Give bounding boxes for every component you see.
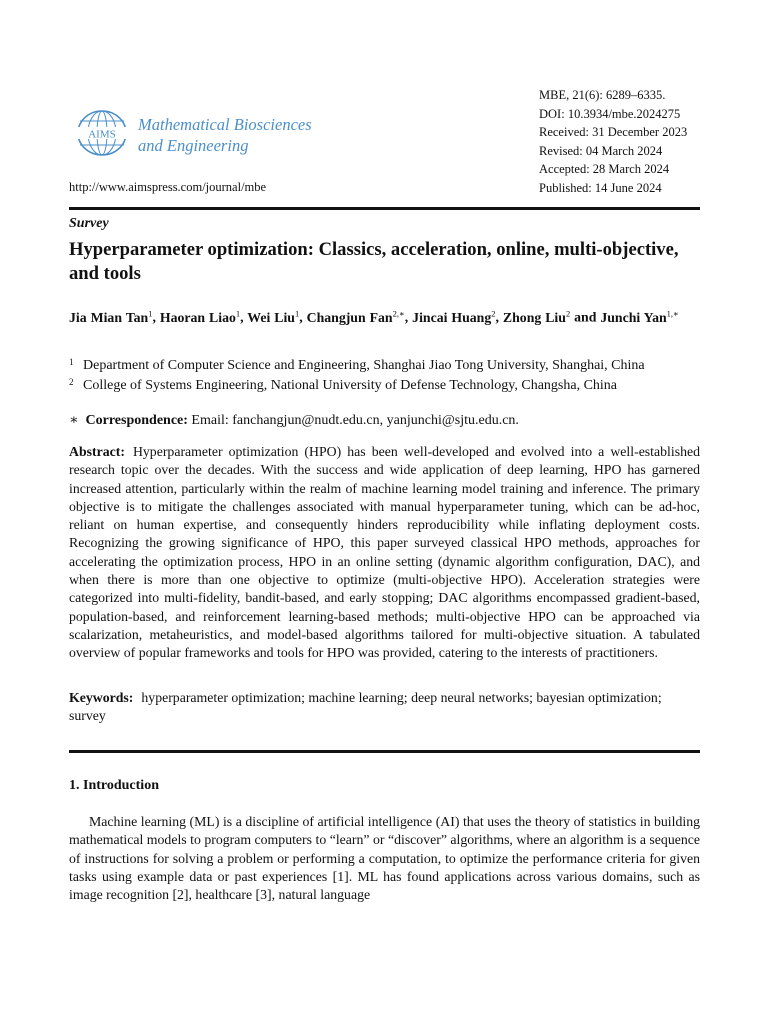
correspondence-emails[interactable]: Email: fanchangjun@nudt.edu.cn, yanjunchi@sjtu.edu.cn. — [191, 413, 519, 428]
journal-url-link[interactable]: http://www.aimspress.com/journal/mbe — [69, 180, 267, 194]
author-affiliation-marker: 2 — [491, 308, 496, 318]
abstract — [69, 443, 700, 663]
journal-logo — [76, 108, 336, 158]
correspondence: ∗ Correspondence: Email: fanchangjun@nudt.edu.cn, yanjunchi@sjtu.edu.cn. — [69, 413, 519, 428]
abstract-rule — [69, 750, 700, 753]
doi[interactable]: DOI: 10.3934/mbe.2024275 — [539, 106, 681, 121]
author-affiliation-marker: 1 — [294, 308, 300, 318]
author-name: Changjun Fan$^{2,∗}$ — [306, 308, 405, 325]
abstract-text: Hyperparameter optimization (HPO) has been well-developed and evolved into a well-established research topic over the decades. With the success and wide application of deep learning, HPO has garnered increased attention, particularly within the realm of machine learning model training and inference. The primary objective is to mitigate the challenges associated with manual hyperparameter tuning, which can be ad-hoc, reliant on human expertise, and consequently hinders reproducibility while inflating deployment costs. Recognizing the growing significance of HPO, this paper surveyed classical HPO methods, approaches for accelerating the optimization process, HPO in an online setting (dynamic algorithm configuration, DAC), and when there is more than one objective to optimize (multi-objective HPO). Acceleration strategies were categorized into multi-fidelity, bandit-based, and early stopping; DAC algorithms encompassed gradient-based, population-based, and reinforcement learning-based methods; multi-objective HPO can be approached via scalarization, metaheuristics, and model-based algorithms tailored for multi-objective situation. A tabulated overview of popular frameworks and tools for HPO was provided, catering to the interests of practitioners. — [69, 444, 700, 661]
affiliation-2: 2 College of Systems Engineering, National University of Defense Technology, Changsha, China — [69, 377, 618, 393]
author-affiliation-marker: 1,∗ — [666, 308, 679, 318]
citation: MBE, 21(6): 6289–6335. — [539, 88, 666, 102]
section-heading-introduction: 1. Introduction — [69, 778, 159, 793]
published-date: Published: 14 June 2024 — [539, 180, 662, 195]
article-type: Survey — [69, 216, 109, 231]
author-affiliation-marker: 1 — [148, 308, 153, 318]
affiliation-1: 1 Department of Computer Science and Engineering, Shanghai Jiao Tong University, Shanghai, China — [69, 357, 645, 373]
revised-date: Revised: 04 March 2024 — [539, 143, 663, 158]
header-rule — [69, 207, 700, 210]
author-name: Jincai Huang$^2$ — [412, 308, 496, 325]
keywords — [69, 689, 700, 726]
author-list: Jia Mian Tan$^1$, Haoran Liao$^1$, Wei Liu$^1$, Changjun Fan$^{2,∗}$, Jincai Huang$^2$, Zhong Liu$^2$ and Junchi Yan$^{1,∗}$ — [69, 308, 679, 325]
logo-text: AIMS — [88, 128, 116, 141]
author-affiliation-marker: 2 — [565, 308, 571, 318]
author-name: Zhong Liu$^2$ — [502, 308, 571, 325]
accepted-date: Accepted: 28 March 2024 — [539, 162, 670, 177]
journal-name: Mathematical Biosciences and Engineering — [138, 115, 312, 155]
keywords-text: hyperparameter optimization; machine learning; deep neural networks; bayesian optimization; survey — [69, 690, 662, 724]
author-name: Junchi Yan$^{1,∗}$ — [600, 308, 679, 325]
author-name: Wei Liu$^1$ — [247, 308, 300, 325]
author-name: Jia Mian Tan$^1$ — [69, 308, 153, 325]
received-date: Received: 31 December 2023 — [539, 125, 688, 140]
keywords-label: Keywords: — [69, 690, 134, 705]
aims-globe-icon — [76, 108, 134, 158]
author-affiliation-marker: 1 — [235, 308, 241, 318]
author-name: Haoran Liao$^1$ — [159, 308, 241, 325]
article-metadata — [539, 86, 687, 198]
introduction-paragraph: Machine learning (ML) is a discipline of artificial intelligence (AI) that uses the theory of statistics in building mathematical models to program computers to “learn” or “discover” algorithms, where an algorithm is a sequence of instructions for solving a problem or performing a computation, to optimize the performance criteria for given tasks using example data or past experiences [1]. ML has found applications across various domains, such as image recognition [2], healthcare [3], natural language — [69, 814, 700, 903]
paper-title: Hyperparameter optimization: Classics, acceleration, online, multi-objective, and tools — [69, 239, 679, 284]
author-affiliation-marker: 2,∗ — [392, 308, 405, 318]
abstract-label: Abstract: — [69, 444, 125, 459]
